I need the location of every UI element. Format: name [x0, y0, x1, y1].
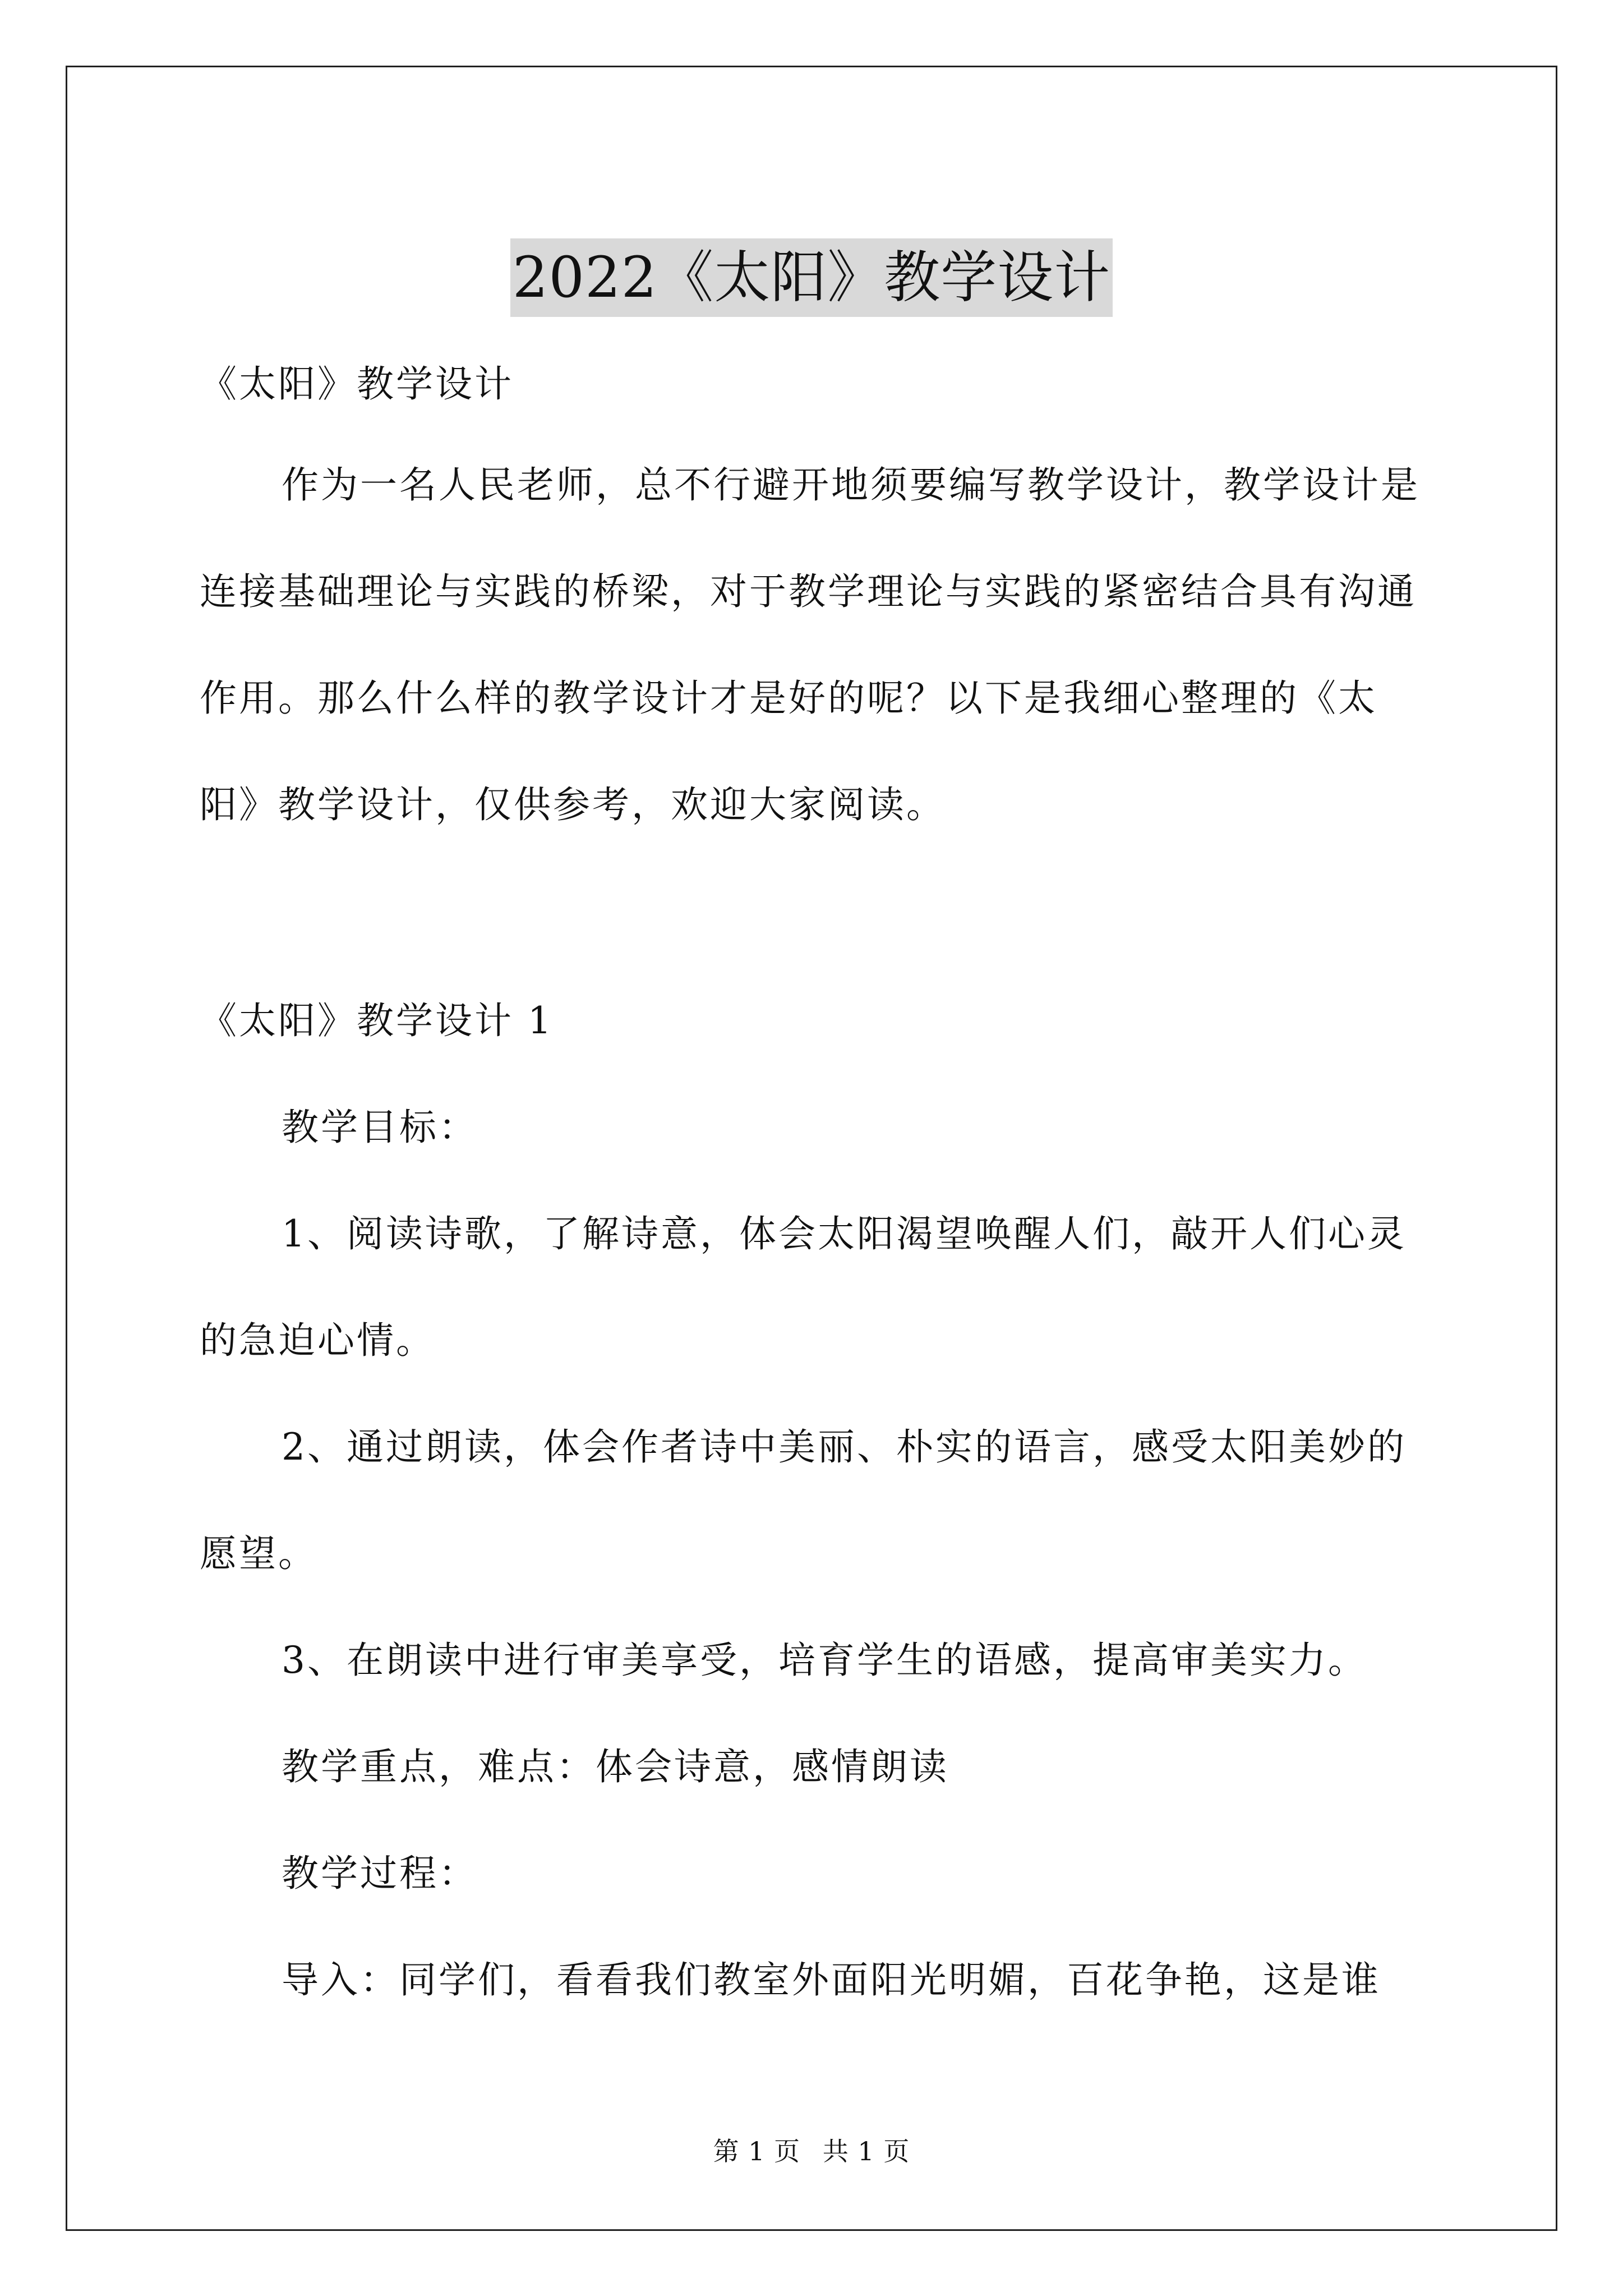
document-title: 2022《太阳》教学设计	[510, 238, 1113, 317]
paragraph-process-label: 教学过程：	[282, 1852, 478, 1895]
paragraph-intro-lesson: 导入：同学们，看看我们教室外面阳光明媚，百花争艳，这是谁	[282, 1958, 1381, 2001]
paragraph-objective-2: 2、通过朗读，体会作者诗中美丽、朴实的语言，感受太阳美妙的愿望。	[200, 1425, 1407, 1575]
page-total: 共 1 页	[822, 2136, 910, 2166]
page-number: 第 1 页	[713, 2136, 801, 2166]
paragraph-objectives-label: 教学目标：	[282, 1106, 478, 1149]
paragraph-objective-3: 3、在朗读中进行审美享受，培育学生的语感，提高审美实力。	[282, 1639, 1367, 1682]
paragraph-objective-1: 1、阅读诗歌，了解诗意，体会太阳渴望唤醒人们，敲开人们心灵的急迫心情。	[200, 1212, 1407, 1362]
paragraph-heading-2: 《太阳》教学设计 1	[200, 999, 554, 1042]
paragraph-heading-1: 《太阳》教学设计	[200, 362, 514, 406]
paragraph-intro: 作为一名人民老师，总不行避开地须要编写教学设计，教学设计是连接基础理论与实践的桥梁，对于教学理论与实践的紧密结合具有沟通作用。那么什么样的教学设计才是好的呢？以下是我细心整理的《太阳》教学设计，仅供参考，欢迎大家阅读。	[200, 463, 1420, 826]
paragraph-key-points: 教学重点，难点：体会诗意，感情朗读	[282, 1745, 949, 1788]
page-footer	[0, 2134, 1623, 2168]
